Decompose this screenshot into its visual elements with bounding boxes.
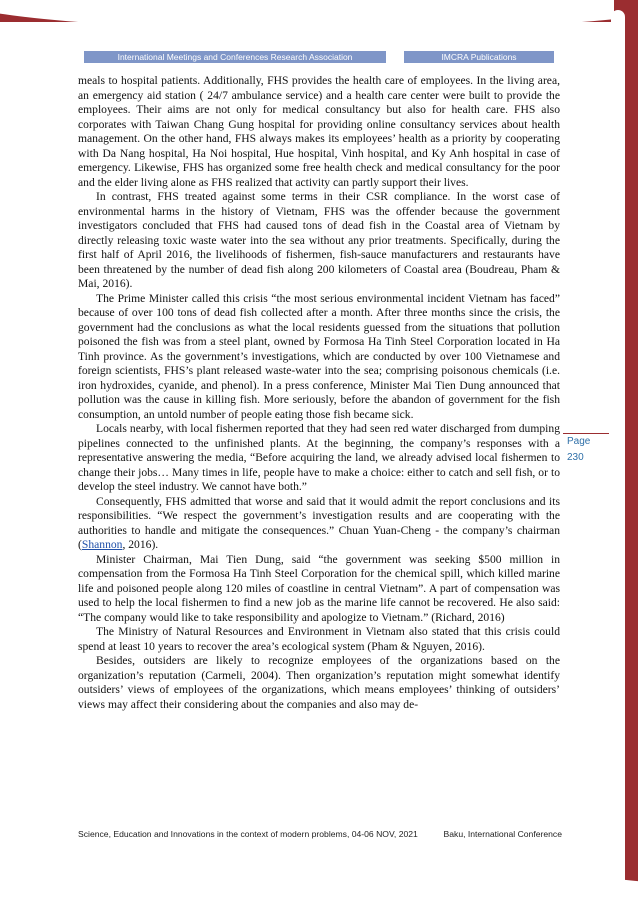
running-header — [84, 51, 554, 63]
paragraph: Locals nearby, with local fishermen reported that they had seen red water discharged from dumping pipelines connected to the unfinished plants. At the beginning, the company’s responses with a representative answering the media, “Before acquiring the land, we already advised local fishermen to change their jobs… Many times in life, people have to make a choice: either to catch and sell fish, or to develop the steel industry. We cannot have both.” — [78, 422, 560, 493]
article-body — [78, 74, 560, 712]
paragraph — [78, 495, 560, 553]
paragraph: The Prime Minister called this crisis “the most serious environmental incident Vietnam has faced” because of over 100 tons of dead fish collected after a month. After three months since the crisis, the government had the conclusions as what the local residents guessed from the situations that pollution poisoned the fish was from a steel plant, owned by Formosa Ha Tinh Steel Corporation located in Ha Tinh province. As the government’s investigations, which are conducted by over 100 Vietnamese and foreign scientists, FHS’s plant released waste-water into the sea; comprising poisonous chemicals (i.e. iron hydroxides, cyanide, and phenol). In a press conference, Minister Mai Tien Dung announced that pollution was the cause in killing fish. More seriously, before the abandon of government for the fish consumption, an untold number of people eating those fish became sick. — [78, 291, 560, 421]
running-footer — [78, 829, 562, 839]
paragraph: In contrast, FHS treated against some terms in their CSR compliance. In the worst case of environmental harms in the history of Vietnam, FHS was the offender because the government investigators concluded that FHS had caused tons of dead fish in the Coastal area of Vietnam by directly releasing toxic waste water into the sea without any prior treatments. Specifically, during the first half of April 2016, the livelihoods of fishermen, fish-sauce manufacturers and restaurants have been threatened by the number of dead fish along 200 kilometers of Coastal area (Boudreau, Pham & Mai, 2016). — [78, 190, 560, 290]
footer-location: Baku, International Conference — [443, 829, 562, 839]
footer-conference: Science, Education and Innovations in the context of modern problems, 04-06 NOV, 2021 — [78, 829, 418, 839]
paragraph: The Ministry of Natural Resources and Environment in Vietnam also stated that this crisis could spend at least 10 years to recover the area’s ecological system (Pham & Nguyen, 2016). — [78, 625, 560, 653]
paragraph: meals to hospital patients. Additionally, FHS provides the health care of employees. In the living area, an emergency aid station ( 24/7 ambulance service) and a health care center were built to provide the employees. Their aims are not only for medical consultancy but also for health care. FHS also corporates with Taiwan Chang Gung hospital for providing online consultancy services about health management. On the other hand, FHS always makes its employees’ health as a priority by cooperating with Da Nang hospital, Ha Noi hospital, Hue hospital, Vinh hospital, and Ky Anh hospital in case of emergency. Likewise, FHS has organized some free health check and medical consultancy for the poor and the elder living alone as FHS realized that activity can partly support their lives. — [78, 74, 560, 189]
page-number: Page 230 — [563, 433, 609, 449]
top-decorative-curve — [0, 0, 638, 30]
header-publisher: IMCRA Publications — [404, 51, 554, 63]
paragraph-text: Consequently, FHS admitted that worse and said that it would admit the report conclusions and its responsibilities. “We respect the government’s investigation results and are cooperating with the authorities to handle and mitigate the consequences.” Chuan Yuan-Cheng - the company’s chairman ( — [78, 494, 560, 551]
citation-tail: , 2016). — [122, 538, 159, 551]
paragraph: Besides, outsiders are likely to recognize employees of the organizations based on the organization’s reputation (Carmeli, 2004). Then organization’s reputation might somewhat identify outsiders’ views of employees of the organizations, which means employees’ thinking of outsiders’ views may affect their considering about the companies and also may de- — [78, 654, 560, 711]
paragraph: Minister Chairman, Mai Tien Dung, said “the government was seeking $500 million in compensation from the Formosa Ha Tinh Steel Corporation for the chemical spill, which killed marine life and poisoned people along 120 miles of coastline in central Vietnam”. A part of compensation was used to help the local fishermen to find a new job as the marine life cannot be recovered. He also said: “The company would like to take responsibility and apologize to Vietnam.” (Richard, 2016) — [78, 552, 560, 624]
bottom-decorative-curve — [0, 870, 638, 920]
right-decorative-inner — [611, 10, 625, 893]
citation-link[interactable]: Shannon — [81, 538, 123, 551]
header-organization: International Meetings and Conferences Research Association — [84, 51, 386, 63]
